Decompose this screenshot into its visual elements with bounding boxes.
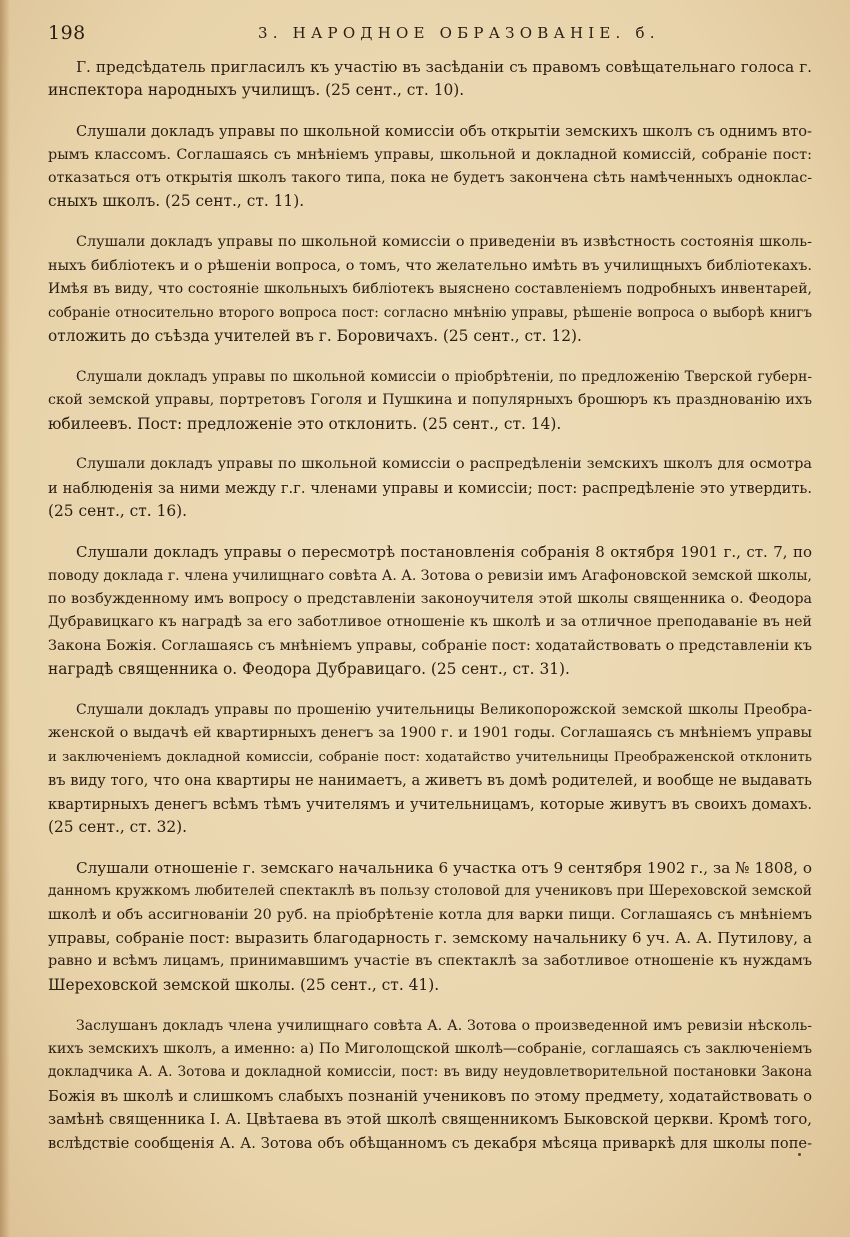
text-line: Имѣя въ виду, что состояніе школьныхъ библіотекъ выяснено составленіемъ подробныхъ инвентарей, (48, 281, 812, 298)
running-head: 3. НАРОДНОЕ ОБРАЗОВАНІЕ. б. (258, 24, 660, 42)
ink-speck (798, 1153, 801, 1156)
text-line: вслѣдствіе сообщенія А. А. Зотова объ обѣщанномъ съ декабря мѣсяца приваркѣ для школы попе- (48, 1134, 812, 1152)
text-line: ныхъ библіотекъ и о рѣшеніи вопроса, о томъ, что желательно имѣть въ училищныхъ библіотекахъ. (48, 257, 812, 274)
text-line: докладчика А. А. Зотова и докладной комиссіи, пост: въ виду неудовлетворительной постановки Закона (48, 1064, 812, 1081)
text-line: наградѣ священника о. Феодора Дубравицаго. (25 сент., ст. 31). (48, 660, 570, 679)
text-line: сныхъ школъ. (25 сент., ст. 11). (48, 192, 305, 211)
text-line: данномъ кружкомъ любителей спектаклѣ въ пользу столовой для учениковъ при Шереховской земской (48, 883, 812, 900)
text-line: школѣ и объ ассигнованіи 20 руб. на пріобрѣтеніе котла для варки пищи. Соглашаясь съ мнѣніемъ (48, 906, 812, 923)
paragraph-reward (48, 541, 812, 681)
text-line: Слушали докладъ управы о пересмотрѣ постановленія собранія 8 октября 1901 г., ст. 7, по (76, 543, 812, 562)
paragraph-chairman (48, 56, 812, 103)
text-line: равно и всѣмъ лицамъ, принимавшимъ участіе въ спектаклѣ за заботливое отношеніе къ нуждамъ (48, 953, 812, 970)
text-line: Слушали докладъ управы по школьной комиссіи о приведеніи въ извѣстность состоянія школь- (76, 234, 812, 251)
text-line: и заключеніемъ докладной комиссіи, собраніе пост: ходатайство учительницы Преображенской отклонить (48, 749, 812, 765)
text-line: Слушали докладъ управы по школьной комиссіи о распредѣленіи земскихъ школъ для осмотра (76, 456, 812, 473)
text-line: Шереховской земской школы. (25 сент., ст. 41). (48, 975, 440, 994)
text-line: Заслушанъ докладъ члена училищнаго совѣта А. А. Зотова о произведенной имъ ревизіи нѣсколь- (76, 1017, 812, 1034)
text-line: по возбужденному имъ вопросу о представленіи законоучителя этой школы священника о. Феодора (48, 590, 812, 607)
paragraph-inspection (48, 453, 812, 523)
body-text (48, 56, 812, 1173)
page-header (48, 22, 808, 50)
paragraph-portraits (48, 366, 812, 436)
text-line: отложить до съѣзда учителей въ г. Боровичахъ. (25 сент., ст. 12). (48, 326, 582, 345)
text-line: и наблюденія за ними между г.г. членами управы и комиссіи; пост: распредѣленіе это утвердить. (48, 479, 812, 497)
text-line: рымъ классомъ. Соглашаясь съ мнѣніемъ управы, школьной и докладной комиссій, собраніе пост: (48, 146, 812, 163)
text-line: юбилеевъ. Пост: предложеніе это отклонить. (25 сент., ст. 14). (48, 414, 562, 433)
page-number: 198 (48, 22, 86, 44)
text-line: кихъ земскихъ школъ, а именно: а) По Миголощской школѣ—собраніе, соглашаясь съ заключеніемъ (48, 1041, 812, 1058)
text-line: замѣнѣ священника І. А. Цвѣтаева въ этой школѣ священникомъ Быковской церкви. Кромѣ того, (48, 1111, 812, 1129)
text-line: Слушали докладъ управы по школьной комиссіи объ открытіи земскихъ школъ съ однимъ вто- (76, 123, 812, 141)
text-line: отказаться отъ открытія школъ такого типа, пока не будетъ закончена сѣть намѣченныхъ однoклас- (48, 170, 812, 187)
paragraph-housing-money (48, 699, 812, 839)
text-line: управы, собраніе пост: выразить благодарность г. земскому начальнику 6 уч. А. А. Путилову, а (48, 929, 812, 947)
paragraph-libraries (48, 231, 812, 348)
text-line: въ виду того, что она квартиры не нанимаетъ, а живетъ въ домѣ родителей, и вообще не выдавать (48, 772, 812, 790)
text-line: Слушали отношеніе г. земскаго начальника 6 участка отъ 9 сентября 1902 г., за № 1808, о (76, 858, 812, 877)
text-line: (25 сент., ст. 16). (48, 502, 188, 521)
text-line: Божія въ школѣ и слишкомъ слабыхъ познаній учениковъ по этому предмету, ходатайствовать о (48, 1087, 812, 1105)
text-line: Г. предсѣдатель пригласилъ къ участію въ засѣданіи съ правомъ совѣщательнаго голоса г. (76, 58, 812, 76)
text-line: поводу доклада г. члена училищнаго совѣта А. А. Зотова о ревизіи имъ Агафоновской земской школы, (48, 567, 812, 584)
text-line: квартирныхъ денегъ всѣмъ тѣмъ учителямъ и учительницамъ, которые живутъ въ своихъ домахъ. (48, 795, 812, 813)
text-line: Слушали докладъ управы по школьной комиссіи о пріобрѣтеніи, по предложенію Тверской губерн- (76, 368, 812, 385)
page-edge-shadow (0, 0, 10, 1237)
text-line: ской земской управы, портретовъ Гоголя и Пушкина и популярныхъ брошюръ къ празднованію ихъ (48, 392, 812, 409)
text-line: Закона Божія. Соглашаясь съ мнѣніемъ управы, собраніе пост: ходатайствовать о представленіи къ (48, 637, 812, 654)
text-line: Слушали докладъ управы по прошенію учительницы Великопорожской земской школы Преобра- (76, 701, 812, 718)
paragraph-gratitude (48, 857, 812, 997)
text-line: (25 сент., ст. 32). (48, 817, 188, 836)
text-line: собраніе относительно второго вопроса пост: согласно мнѣнію управы, рѣшеніе вопроса о выборѣ книгъ (48, 304, 812, 321)
paragraph-revision-report (48, 1015, 812, 1155)
paragraph-second-class (48, 120, 812, 214)
text-line: женской о выдачѣ ей квартирныхъ денегъ за 1900 г. и 1901 годы. Соглашаясь съ мнѣніемъ управы (48, 725, 812, 742)
text-line: инспектора народныхъ училищъ. (25 сент., ст. 10). (48, 81, 465, 100)
text-line: Дубравицкаго къ наградѣ за его заботливое отношеніе къ школѣ и за отличное преподаваніе въ ней (48, 614, 812, 631)
